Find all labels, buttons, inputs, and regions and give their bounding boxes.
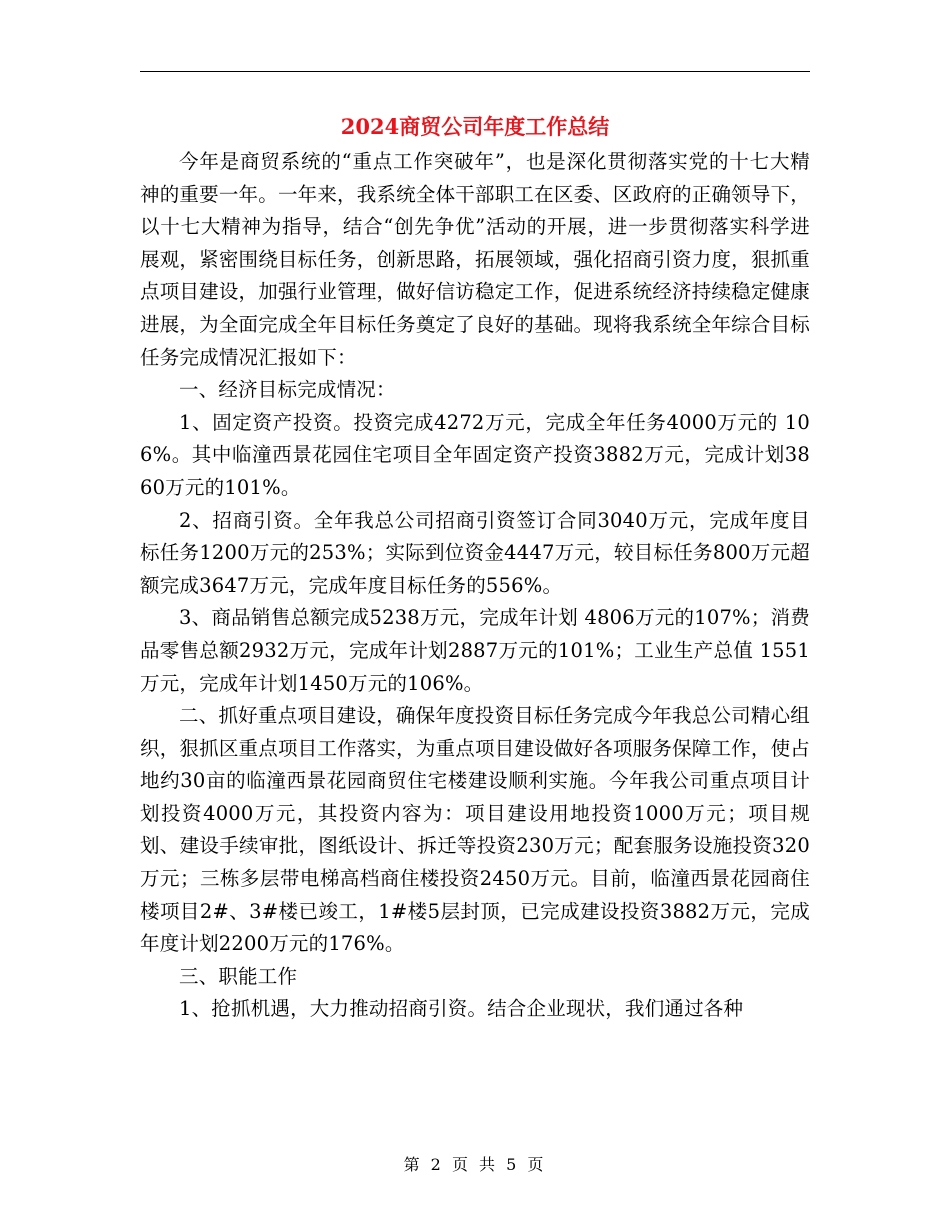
document-body (140, 146, 810, 1026)
section-heading-functional-work: 三、职能工作 (179, 964, 298, 988)
paragraph-key-projects: 二、抓好重点项目建设，确保年度投资目标任务完成今年我总公司精心组织，狠抓区重点项目工作落实，为重点项目建设做好各项服务保障工作，使占地约30亩的临潼西景花园商贸住宅楼建设顺利实施。今年我公司重点项目计划投资4000万元，其投资内容为：项目建设用地投资1000万元；项目规划、建设手续审批，图纸设计、拆迁等投资230万元；配套服务设施投资320万元；三栋多层带电梯高档商住楼投资2450万元。目前，临潼西景花园商住楼项目2#、3#楼已竣工，1#楼5层封顶，已完成建设投资3882万元，完成年度计划2200万元的176%。 (140, 704, 810, 956)
paragraph-seize-opportunities: 1、抢抓机遇，大力推动招商引资。结合企业现状，我们通过各种 (179, 997, 744, 1021)
paragraph-investment-attraction: 2、招商引资。全年我总公司招商引资签订合同3040万元，完成年度目标任务1200万元的253%；实际到位资金4447万元，较目标任务800万元超额完成3647万元，完成年度目标任务的556%。 (140, 508, 810, 597)
paragraph-intro: 今年是商贸系统的“重点工作突破年”，也是深化贯彻落实党的十七大精神的重要一年。一年来，我系统全体干部职工在区委、区政府的正确领导下，以十七大精神为指导，结合“创先争优”活动的开展，进一步贯彻落实科学进展观，紧密围绕目标任务，创新思路，拓展领域，强化招商引资力度，狠抓重点项目建设，加强行业管理，做好信访稳定工作，促进系统经济持续稳定健康进展，为全面完成全年目标任务奠定了良好的基础。现将我系统全年综合目标任务完成情况汇报如下： (140, 150, 810, 369)
paragraph-fixed-asset-investment: 1、固定资产投资。投资完成4272万元，完成全年任务4000万元的 106%。其中临潼西景花园住宅项目全年固定资产投资3882万元，完成计划3860万元的101%。 (140, 410, 810, 499)
page-indicator: 第 2 页 共 5 页 (403, 1155, 547, 1174)
document-title: 2024商贸公司年度工作总结 (340, 114, 610, 139)
paragraph-sales-totals: 3、商品销售总额完成5238万元，完成年计划 4806万元的107%；消费品零售总额2932万元，完成年计划2887万元的101%；工业生产总值 1551万元，完成年计划1450万元的106%。 (140, 606, 810, 695)
header-rule (140, 71, 810, 72)
section-heading-economic-targets: 一、经济目标完成情况： (179, 378, 396, 402)
